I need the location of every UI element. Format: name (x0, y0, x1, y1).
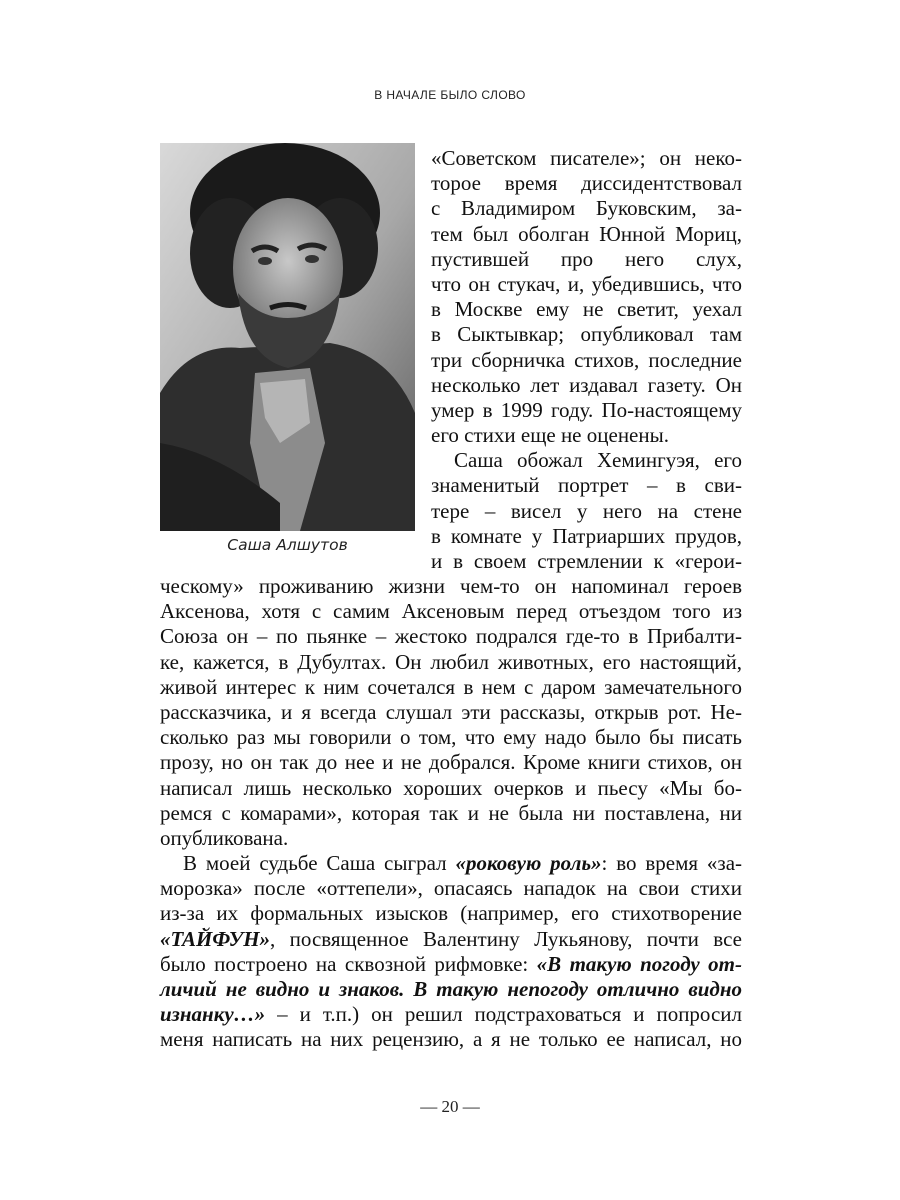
text-line (160, 1002, 742, 1027)
portrait-photo (160, 143, 415, 531)
page-number: — 20 — (420, 1097, 480, 1116)
text-line: что он стукач, и, убедившись, что (431, 271, 742, 296)
emphasis: личий не видно и знаков. В такую непогоду отлично видно (160, 977, 742, 1001)
text-line: «Советском писателе»; он неко- (431, 146, 742, 170)
portrait-photo-icon (160, 143, 415, 531)
text-line: опубликована. (160, 825, 289, 850)
text-line: ке, кажется, в Дубултах. Он любил животных, его настоящий, (160, 649, 742, 674)
emphasis: «ТАЙФУН» (160, 926, 271, 951)
text-line: морозка» после «оттепели», опасаясь нападок на свои стихи (160, 876, 742, 901)
text-line: с Владимиром Буковским, за- (431, 196, 742, 221)
text-line: ческому» проживанию жизни чем-то он напоминал героев (160, 574, 742, 598)
text-line: умер в 1999 году. По-настоящему (431, 397, 742, 422)
text-line: в комнате у Патриарших прудов, (431, 523, 742, 548)
running-head: В НАЧАЛЕ БЫЛО СЛОВО (374, 88, 526, 102)
text-line: тере – висел у него на стене (431, 498, 742, 523)
text-line: и в своем стремлении к «герои- (431, 549, 742, 573)
text-line: написал лишь несколько хороших очерков и пьесу «Мы бо- (160, 775, 742, 800)
text-line: меня написать на них рецензию, а я не только ее написал, но (160, 1027, 742, 1052)
text-run: было построено на сквозной рифмовке: (160, 951, 537, 976)
text-line: прозу, но он так до нее и не добрался. Кроме книги стихов, он (160, 750, 742, 775)
text-line (160, 977, 742, 1002)
text-line: пустившей про него слух, (431, 246, 742, 271)
text-line: знаменитый портрет – в сви- (431, 473, 742, 498)
text-line: в Сыктывкар; опубликовал там (431, 322, 742, 347)
text-line (160, 851, 742, 876)
emphasis: «В такую погоду от- (536, 951, 742, 976)
text-line: рассказчика, и я всегда слушал эти рассказы, открыв рот. Не- (160, 699, 742, 724)
text-line: Союза он – по пьянке – жестоко подрался где-то в Прибалти- (160, 624, 742, 649)
column-text (431, 146, 742, 574)
text-line: сколько раз мы говорили о том, что ему надо было бы писать (160, 725, 742, 750)
text-line: его стихи еще не оценены. (431, 423, 669, 448)
emphasis: изнанку…» (160, 1002, 266, 1027)
emphasis: «роковую роль» (455, 851, 602, 876)
text-run: : во время «за- (601, 851, 743, 876)
text-line: три сборничка стихов, последние (431, 347, 742, 372)
text-line: торое время диссидентствовал (431, 171, 742, 196)
text-line: ремся с комарами», которая так и не была ни поставлена, ни (160, 800, 742, 825)
text-line (160, 927, 742, 952)
photo-caption: Саша Алшутов (227, 536, 348, 554)
text-line (160, 952, 742, 977)
text-line: в Москве ему не светит, уехал (431, 297, 742, 322)
text-line: Саша обожал Хемингуэя, его (454, 448, 742, 473)
text-line: живой интерес к ним сочетался в нем с даром замечательного (160, 674, 742, 699)
text-run: , посвященное Валентину Лукьянову, почти все (270, 926, 742, 951)
text-line: Аксенова, хотя с самим Аксеновым перед отъездом того из (160, 599, 742, 624)
text-line: несколько лет издавал газету. Он (431, 372, 742, 397)
text-line: из-за их формальных изысков (например, его стихотворение (160, 901, 742, 926)
text-run: – и т.п.) он решил подстраховаться и попросил (265, 1002, 742, 1027)
text-line: тем был оболган Юнной Мориц, (431, 221, 742, 246)
text-run: В моей судьбе Саша сыграл (183, 851, 456, 876)
full-width-text (160, 574, 742, 1053)
